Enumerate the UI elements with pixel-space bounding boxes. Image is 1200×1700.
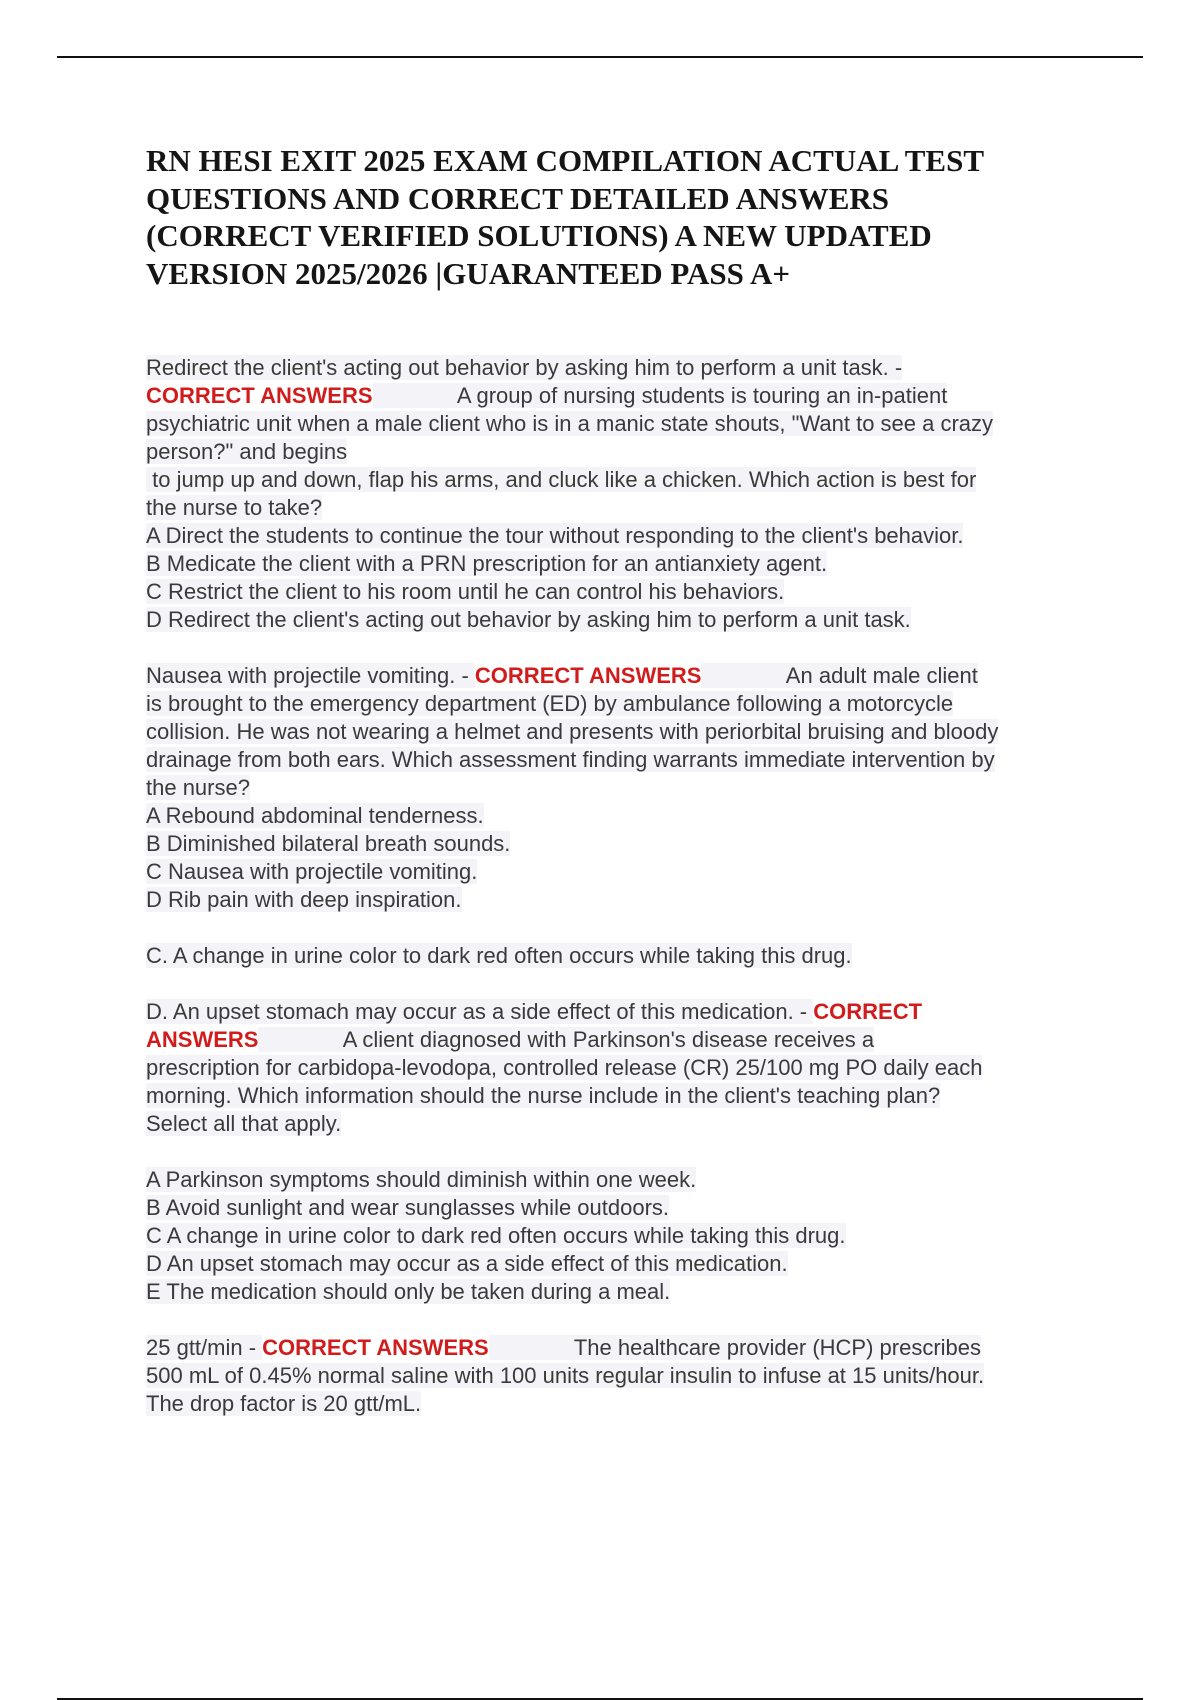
correct-answers-label: CORRECT ANSWERS [474,663,702,688]
question-text: morning. Which information should the nurse include in the client's teaching plan? [146,1083,941,1108]
question-2 [146,662,1086,914]
option-d: D Rib pain with deep inspiration. [146,887,462,912]
answer-text: Redirect the client's acting out behavior by asking him to perform a unit task. - [146,355,903,380]
question-text: A group of nursing students is touring an in-patient [372,383,948,408]
title-line: RN HESI EXIT 2025 EXAM COMPILATION ACTUAL TEST [146,143,985,178]
question-text: 500 mL of 0.45% normal saline with 100 units regular insulin to infuse at 15 units/hour. [146,1363,985,1388]
answer-text: C. A change in urine color to dark red often occurs while taking this drug. [146,943,852,968]
question-3-options [146,1166,1086,1306]
correct-answers-label-part1: CORRECT [813,999,923,1024]
option-d: D Redirect the client's acting out behavior by asking him to perform a unit task. [146,607,911,632]
correct-answers-label-part2: ANSWERS [146,1027,259,1052]
answer-text: 25 gtt/min - [146,1335,263,1360]
question-text: prescription for carbidopa-levodopa, controlled release (CR) 25/100 mg PO daily each [146,1055,983,1080]
question-text: collision. He was not wearing a helmet and presents with periorbital bruising and bloody [146,719,999,744]
question-text: A client diagnosed with Parkinson's disease receives a [258,1027,875,1052]
question-text: drainage from both ears. Which assessment finding warrants immediate intervention by [146,747,995,772]
question-text: Select all that apply. [146,1111,342,1136]
question-1 [146,354,1086,634]
question-text: is brought to the emergency department (ED) by ambulance following a motorcycle [146,691,954,716]
question-text: The healthcare provider (HCP) prescribes [488,1335,982,1360]
title-line: QUESTIONS AND CORRECT DETAILED ANSWERS [146,180,890,216]
question-text: to jump up and down, flap his arms, and cluck like a chicken. Which action is best for [146,467,977,492]
correct-answers-label: CORRECT ANSWERS [146,383,373,408]
option-a: A Parkinson symptoms should diminish within one week. [146,1167,697,1192]
question-3-answer-c [146,942,1086,970]
option-b: B Avoid sunlight and wear sunglasses while outdoors. [146,1195,670,1220]
option-a: A Direct the students to continue the tour without responding to the client's behavior. [146,523,964,548]
option-c: C Restrict the client to his room until he can control his behaviors. [146,579,785,604]
option-b: B Diminished bilateral breath sounds. [146,831,511,856]
option-b: B Medicate the client with a PRN prescription for an antianxiety agent. [146,551,828,576]
title-line: VERSION 2025/2026 |GUARANTEED PASS A+ [146,255,791,291]
option-c: C A change in urine color to dark red often occurs while taking this drug. [146,1223,846,1248]
question-text: the nurse to take? [146,495,323,520]
option-d: D An upset stomach may occur as a side effect of this medication. [146,1251,788,1276]
answer-text: Nausea with projectile vomiting. - [146,663,475,688]
option-c: C Nausea with projectile vomiting. [146,859,478,884]
question-text: person?" and begins [146,439,348,464]
top-rule [57,56,1143,58]
question-text: psychiatric unit when a male client who is in a manic state shouts, "Want to see a crazy [146,411,994,436]
question-text: the nurse? [146,775,250,800]
question-4 [146,1334,1086,1418]
option-e: E The medication should only be taken during a meal. [146,1279,671,1304]
title-line: (CORRECT VERIFIED SOLUTIONS) A NEW UPDATED [146,218,932,253]
answer-text: D. An upset stomach may occur as a side effect of this medication. - [146,999,814,1024]
document-title [146,142,1106,292]
question-3 [146,998,1086,1138]
question-text: An adult male client [701,663,978,688]
option-a: A Rebound abdominal tenderness. [146,803,484,828]
document-body [146,354,1086,1446]
correct-answers-label: CORRECT ANSWERS [262,1335,489,1360]
question-text: The drop factor is 20 gtt/mL. [146,1391,422,1416]
